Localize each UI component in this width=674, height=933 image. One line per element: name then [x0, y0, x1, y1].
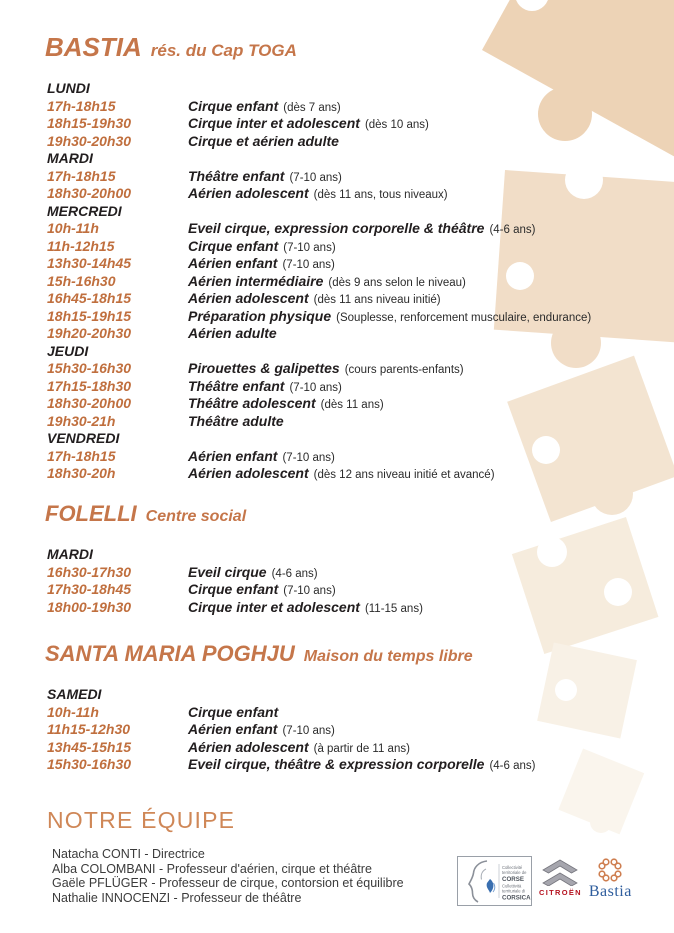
- venue-name: BASTIA: [45, 32, 142, 62]
- age-note: (dès 11 ans niveau initié): [313, 294, 441, 306]
- time-range: 16h45-18h15: [47, 290, 132, 306]
- team-member: Gaële PFLÜGER - Professeur de cirque, contorsion et équilibre: [52, 876, 404, 890]
- age-note: (dès 12 ans niveau initié et avancé): [313, 469, 495, 481]
- age-note: (7-10 ans): [283, 585, 336, 597]
- time-range: 16h30-17h30: [47, 563, 132, 580]
- time-range: 13h45-15h15: [47, 738, 132, 755]
- schedule-row: [45, 395, 663, 413]
- corse-text-line: CORSICA: [502, 894, 531, 902]
- day-header: SAMEDI: [47, 686, 102, 702]
- venue-section-santamaria: [45, 643, 663, 774]
- age-note: (7-10 ans): [283, 241, 336, 254]
- venue-subtitle: rés. du Cap TOGA: [150, 41, 297, 60]
- venue-title: [45, 503, 663, 528]
- schedule-row: [45, 255, 663, 273]
- schedule-row: [45, 325, 663, 343]
- activity-name: Théâtre adolescent (dès 11 ans): [188, 395, 384, 411]
- schedule-row: [45, 378, 663, 396]
- time-range: 19h20-20h30: [47, 325, 132, 341]
- age-note: (dès 9 ans selon le niveau): [328, 276, 466, 289]
- age-note: (Souplesse, renforcement musculaire, endurance): [336, 311, 592, 324]
- time-range: 11h15-12h30: [47, 721, 131, 737]
- time-range: 10h-11h: [47, 220, 99, 236]
- day-header: MARDI: [47, 546, 93, 562]
- activity-name: Cirque inter et adolescent (dès 10 ans): [188, 115, 429, 131]
- schedule-row: [45, 98, 663, 116]
- schedule-row: [45, 721, 663, 739]
- age-note: (dès 7 ans): [283, 101, 341, 114]
- venue-section-folelli: [45, 503, 663, 616]
- schedule-row: [45, 564, 663, 582]
- activity-name: Aérien adolescent (dès 11 ans, tous niveaux): [188, 185, 448, 201]
- venue-name: FOLELLI: [45, 501, 137, 526]
- venue-name: SANTA MARIA POGHJU: [45, 641, 295, 666]
- activity-name: Cirque enfant: [188, 703, 279, 720]
- bastia-label: Bastia: [588, 883, 632, 900]
- team-list: [52, 847, 404, 905]
- activity-name: Cirque enfant (7-10 ans): [188, 581, 336, 597]
- venue-title: [45, 643, 663, 668]
- age-note: (7-10 ans): [289, 381, 342, 394]
- schedule-row: [45, 168, 663, 186]
- time-range: 19h30-20h30: [47, 132, 132, 149]
- age-note: (7-10 ans): [289, 171, 342, 184]
- schedule-row: [45, 238, 663, 256]
- activity-name: Théâtre enfant (7-10 ans): [188, 167, 342, 184]
- schedule-rows: [45, 80, 663, 483]
- corse-text-line: territoriale de: [502, 870, 527, 875]
- schedule-row: [45, 739, 663, 757]
- activity-name: Théâtre enfant (7-10 ans): [188, 377, 342, 394]
- time-range: 11h-12h15: [47, 237, 115, 254]
- venue-title: [45, 34, 663, 64]
- schedule-row: [45, 308, 663, 326]
- activity-name: Cirque enfant (7-10 ans): [188, 237, 336, 254]
- day-header: VENDREDI: [47, 430, 120, 446]
- schedule-row: [45, 290, 663, 308]
- corse-text-line: Cullettività: [502, 883, 522, 889]
- activity-name: Aérien adolescent (à partir de 11 ans): [188, 738, 410, 755]
- time-range: 18h15-19h30: [47, 115, 132, 131]
- schedule-rows: [45, 686, 663, 774]
- partner-logos: [457, 856, 632, 906]
- day-header: LUNDI: [47, 80, 90, 96]
- schedule-row: [45, 413, 663, 431]
- schedule-row: [45, 599, 663, 617]
- age-note: (4-6 ans): [271, 567, 318, 580]
- activity-name: Aérien enfant (7-10 ans): [188, 447, 335, 464]
- activity-name: Aérien intermédiaire (dès 9 ans selon le niveau): [188, 272, 466, 289]
- time-range: 17h15-18h30: [47, 377, 132, 394]
- time-range: 18h30-20h00: [47, 395, 132, 411]
- activity-name: Aérien adulte: [188, 325, 277, 341]
- citroen-chevrons-icon: [541, 859, 579, 886]
- schedule-row: [45, 273, 663, 291]
- team-member: Alba COLOMBANI - Professeur d'aérien, cirque et théâtre: [52, 861, 372, 876]
- age-note: (à partir de 11 ans): [313, 742, 410, 755]
- time-range: 18h30-20h00: [47, 185, 132, 201]
- age-note: (dès 10 ans): [364, 119, 429, 131]
- time-range: 17h-18h15: [47, 447, 116, 464]
- venue-subtitle: Maison du temps libre: [303, 648, 473, 665]
- schedule-rows: [45, 546, 663, 616]
- activity-name: Théâtre adulte: [188, 412, 284, 429]
- activity-name: Préparation physique (Souplesse, renforcement musculaire, endurance): [188, 307, 592, 324]
- age-note: (11-15 ans): [364, 602, 423, 615]
- team-section: [47, 808, 404, 905]
- corse-text-line: Collectivité: [502, 865, 523, 870]
- time-range: 19h30-21h: [47, 412, 116, 429]
- activity-name: Eveil cirque, théâtre & expression corporelle (4-6 ans): [188, 756, 536, 772]
- activity-name: Aérien adolescent (dès 11 ans niveau initié): [188, 290, 441, 306]
- time-range: 18h15-19h15: [47, 307, 132, 324]
- age-note: (7-10 ans): [282, 725, 335, 737]
- schedule-row: [45, 465, 663, 483]
- schedule-row: [45, 704, 663, 722]
- venue-section-bastia: [45, 34, 663, 483]
- age-note: (cours parents-enfants): [344, 364, 464, 376]
- activity-name: Pirouettes & galipettes (cours parents-enfants): [188, 360, 464, 376]
- age-note: (7-10 ans): [282, 451, 335, 464]
- collectivite-corse-logo: [457, 856, 532, 906]
- activity-name: Cirque et aérien adulte: [188, 132, 339, 149]
- day-header: MARDI: [47, 150, 93, 166]
- activity-name: Aérien enfant (7-10 ans): [188, 255, 335, 271]
- citroen-logo: [539, 859, 582, 897]
- age-note: (7-10 ans): [282, 259, 335, 271]
- team-title: NOTRE ÉQUIPE: [47, 807, 236, 833]
- schedule-row: [45, 220, 663, 238]
- time-range: 17h-18h15: [47, 97, 116, 114]
- time-range: 10h-11h: [47, 703, 99, 720]
- schedule-row: [45, 115, 663, 133]
- venue-subtitle: Centre social: [145, 508, 247, 525]
- activity-name: Aérien adolescent (dès 12 ans niveau initié et avancé): [188, 465, 495, 481]
- time-range: 13h30-14h45: [47, 255, 132, 271]
- time-range: 15h-16h30: [47, 272, 116, 289]
- day-header: MERCREDI: [47, 202, 122, 219]
- corse-text-line: territuriale di: [502, 888, 526, 894]
- day-header: JEUDI: [47, 342, 89, 359]
- age-note: (4-6 ans): [489, 224, 536, 236]
- time-range: 15h30-16h30: [47, 756, 132, 772]
- team-member: Nathalie INNOCENZI - Professeur de théâtre: [52, 890, 302, 905]
- activity-name: Eveil cirque, expression corporelle & théâtre (4-6 ans): [188, 220, 536, 236]
- time-range: 18h00-19h30: [47, 598, 132, 615]
- schedule-row: [45, 133, 663, 151]
- schedule-row: [45, 360, 663, 378]
- schedule-row: [45, 756, 663, 774]
- bastia-rosette-icon: [595, 856, 625, 884]
- time-range: 17h-18h15: [47, 167, 116, 184]
- corse-text-line: CORSE: [502, 876, 525, 883]
- schedule-row: [45, 581, 663, 599]
- time-range: 18h30-20h: [47, 465, 116, 481]
- team-member: Natacha CONTI - Directrice: [52, 847, 205, 861]
- citroen-label: CITROËN: [539, 888, 582, 897]
- time-range: 15h30-16h30: [47, 360, 132, 376]
- bastia-city-logo: [589, 856, 632, 900]
- activity-name: Eveil cirque (4-6 ans): [188, 563, 318, 580]
- schedule-row: [45, 185, 663, 203]
- age-note: (dès 11 ans, tous niveaux): [313, 189, 448, 201]
- activity-name: Aérien enfant (7-10 ans): [188, 721, 335, 737]
- activity-name: Cirque enfant (dès 7 ans): [188, 97, 341, 114]
- schedule-row: [45, 448, 663, 466]
- time-range: 17h30-18h45: [47, 581, 132, 597]
- age-note: (4-6 ans): [489, 760, 536, 772]
- age-note: (dès 11 ans): [320, 399, 384, 411]
- activity-name: Cirque inter et adolescent (11-15 ans): [188, 598, 423, 615]
